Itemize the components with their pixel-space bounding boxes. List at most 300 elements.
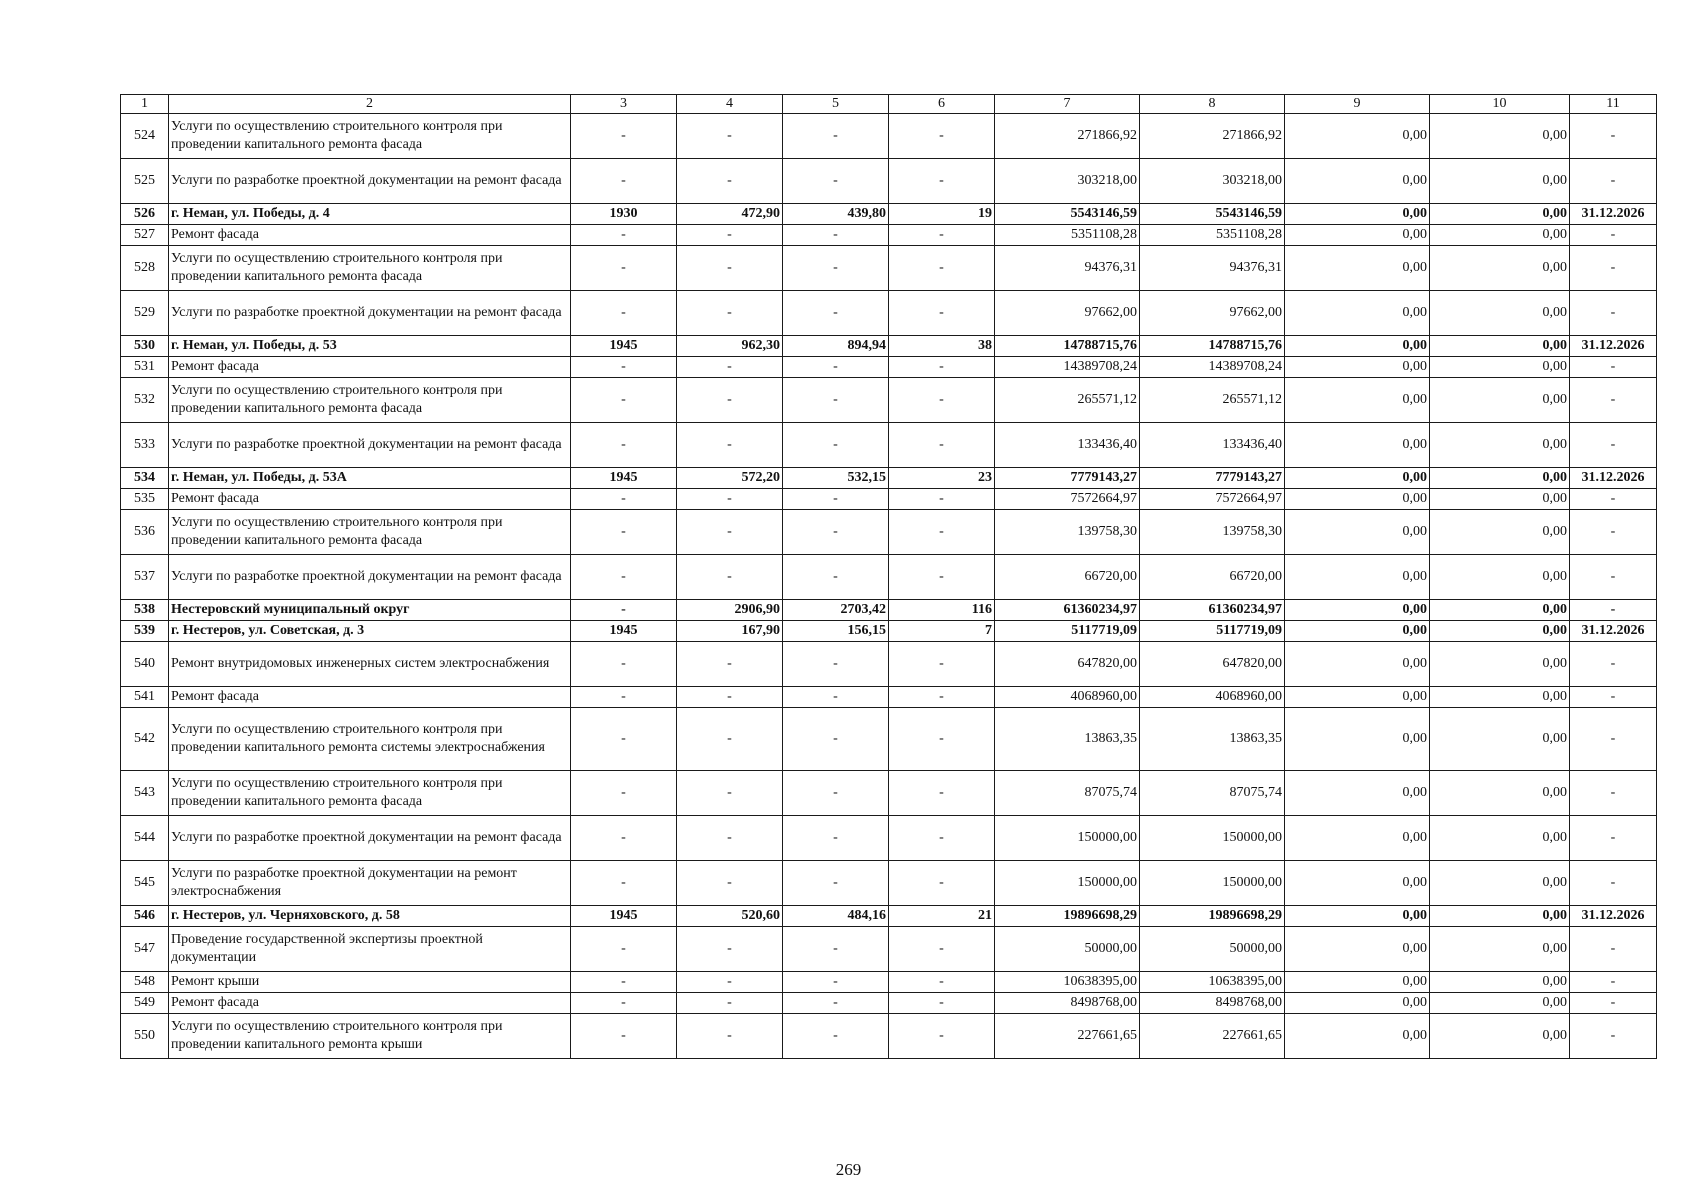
item-name-cell: г. Нестеров, ул. Черняховского, д. 58 — [169, 906, 571, 927]
total-cost-cell: 5543146,59 — [995, 204, 1140, 225]
deadline-cell: - — [1570, 159, 1657, 204]
area-cell: - — [677, 378, 783, 423]
other-cost-cell: 0,00 — [1430, 687, 1570, 708]
residents-cell: - — [889, 423, 995, 468]
table-row — [121, 816, 1657, 861]
other-cost-cell: 0,00 — [1430, 642, 1570, 687]
area-cell: - — [677, 510, 783, 555]
total-cost-cell: 50000,00 — [995, 927, 1140, 972]
row-number-cell: 543 — [121, 771, 169, 816]
total-cost-cell: 66720,00 — [995, 555, 1140, 600]
other-cost-cell: 0,00 — [1430, 621, 1570, 642]
deadline-cell: 31.12.2026 — [1570, 204, 1657, 225]
year-cell: - — [571, 972, 677, 993]
item-name-cell: Услуги по осуществлению строительного контроля при проведении капитального ремонта фасада — [169, 246, 571, 291]
table-row — [121, 600, 1657, 621]
item-name-cell: Услуги по разработке проектной документации на ремонт фасада — [169, 555, 571, 600]
budget-cost-cell: 0,00 — [1285, 489, 1430, 510]
year-cell: 1945 — [571, 336, 677, 357]
item-name-cell: Ремонт фасада — [169, 687, 571, 708]
item-name-cell: Услуги по разработке проектной документации на ремонт фасада — [169, 816, 571, 861]
total-cost-cell: 97662,00 — [995, 291, 1140, 336]
budget-cost-cell: 0,00 — [1285, 159, 1430, 204]
row-number-cell: 549 — [121, 993, 169, 1014]
residents-cell: - — [889, 378, 995, 423]
budget-cost-cell: 0,00 — [1285, 993, 1430, 1014]
area-cell: 472,90 — [677, 204, 783, 225]
budget-cost-cell: 0,00 — [1285, 816, 1430, 861]
deadline-cell: 31.12.2026 — [1570, 621, 1657, 642]
capital-repair-table — [120, 94, 1657, 1059]
row-number-cell: 547 — [121, 927, 169, 972]
row-number-cell: 530 — [121, 336, 169, 357]
other-cost-cell: 0,00 — [1430, 489, 1570, 510]
area-cell: 520,60 — [677, 906, 783, 927]
col-header: 10 — [1430, 95, 1570, 114]
deadline-cell: - — [1570, 600, 1657, 621]
total-cost-cell: 8498768,00 — [995, 993, 1140, 1014]
year-cell: - — [571, 642, 677, 687]
fund-cost-cell: 14788715,76 — [1140, 336, 1285, 357]
residents-cell: - — [889, 1014, 995, 1059]
item-name-cell: Услуги по разработке проектной документации на ремонт фасада — [169, 291, 571, 336]
item-name-cell: Ремонт внутридомовых инженерных систем электроснабжения — [169, 642, 571, 687]
budget-cost-cell: 0,00 — [1285, 225, 1430, 246]
total-cost-cell: 14389708,24 — [995, 357, 1140, 378]
area-cell: - — [677, 159, 783, 204]
year-cell: - — [571, 291, 677, 336]
deadline-cell: - — [1570, 1014, 1657, 1059]
other-cost-cell: 0,00 — [1430, 771, 1570, 816]
table-row — [121, 510, 1657, 555]
item-name-cell: Услуги по осуществлению строительного контроля при проведении капитального ремонта системы электроснабжения — [169, 708, 571, 771]
deadline-cell: - — [1570, 378, 1657, 423]
year-cell: 1945 — [571, 468, 677, 489]
year-cell: 1945 — [571, 906, 677, 927]
fund-cost-cell: 97662,00 — [1140, 291, 1285, 336]
area-cell: - — [677, 771, 783, 816]
fund-cost-cell: 150000,00 — [1140, 816, 1285, 861]
row-number-cell: 528 — [121, 246, 169, 291]
living-area-cell: - — [783, 771, 889, 816]
residents-cell: - — [889, 246, 995, 291]
budget-cost-cell: 0,00 — [1285, 927, 1430, 972]
area-cell: - — [677, 114, 783, 159]
budget-cost-cell: 0,00 — [1285, 291, 1430, 336]
year-cell: - — [571, 510, 677, 555]
row-number-cell: 538 — [121, 600, 169, 621]
item-name-cell: г. Нестеров, ул. Советская, д. 3 — [169, 621, 571, 642]
residents-cell: - — [889, 489, 995, 510]
other-cost-cell: 0,00 — [1430, 204, 1570, 225]
year-cell: - — [571, 861, 677, 906]
table-body — [121, 114, 1657, 1059]
year-cell: 1930 — [571, 204, 677, 225]
fund-cost-cell: 61360234,97 — [1140, 600, 1285, 621]
living-area-cell: - — [783, 159, 889, 204]
year-cell: - — [571, 600, 677, 621]
residents-cell: 21 — [889, 906, 995, 927]
deadline-cell: - — [1570, 927, 1657, 972]
total-cost-cell: 61360234,97 — [995, 600, 1140, 621]
table-row — [121, 708, 1657, 771]
fund-cost-cell: 94376,31 — [1140, 246, 1285, 291]
col-header: 8 — [1140, 95, 1285, 114]
item-name-cell: Ремонт фасада — [169, 993, 571, 1014]
deadline-cell: - — [1570, 993, 1657, 1014]
col-header: 7 — [995, 95, 1140, 114]
budget-cost-cell: 0,00 — [1285, 246, 1430, 291]
year-cell: - — [571, 687, 677, 708]
budget-cost-cell: 0,00 — [1285, 378, 1430, 423]
year-cell: - — [571, 114, 677, 159]
item-name-cell: Услуги по разработке проектной документации на ремонт фасада — [169, 423, 571, 468]
column-number-row — [121, 95, 1657, 114]
budget-cost-cell: 0,00 — [1285, 468, 1430, 489]
row-number-cell: 537 — [121, 555, 169, 600]
total-cost-cell: 19896698,29 — [995, 906, 1140, 927]
row-number-cell: 535 — [121, 489, 169, 510]
row-number-cell: 545 — [121, 861, 169, 906]
total-cost-cell: 13863,35 — [995, 708, 1140, 771]
residents-cell: - — [889, 708, 995, 771]
item-name-cell: Проведение государственной экспертизы проектной документации — [169, 927, 571, 972]
fund-cost-cell: 139758,30 — [1140, 510, 1285, 555]
fund-cost-cell: 150000,00 — [1140, 861, 1285, 906]
fund-cost-cell: 7572664,97 — [1140, 489, 1285, 510]
table-row — [121, 246, 1657, 291]
living-area-cell: - — [783, 1014, 889, 1059]
total-cost-cell: 94376,31 — [995, 246, 1140, 291]
area-cell: - — [677, 708, 783, 771]
item-name-cell: Услуги по осуществлению строительного контроля при проведении капитального ремонта фасада — [169, 771, 571, 816]
fund-cost-cell: 227661,65 — [1140, 1014, 1285, 1059]
residents-cell: - — [889, 816, 995, 861]
year-cell: - — [571, 708, 677, 771]
total-cost-cell: 7572664,97 — [995, 489, 1140, 510]
total-cost-cell: 4068960,00 — [995, 687, 1140, 708]
deadline-cell: - — [1570, 816, 1657, 861]
budget-cost-cell: 0,00 — [1285, 357, 1430, 378]
other-cost-cell: 0,00 — [1430, 555, 1570, 600]
row-number-cell: 527 — [121, 225, 169, 246]
deadline-cell: - — [1570, 246, 1657, 291]
budget-cost-cell: 0,00 — [1285, 336, 1430, 357]
table-header — [121, 95, 1657, 114]
residents-cell: 19 — [889, 204, 995, 225]
table-row — [121, 225, 1657, 246]
deadline-cell: - — [1570, 642, 1657, 687]
table-row — [121, 468, 1657, 489]
deadline-cell: - — [1570, 489, 1657, 510]
other-cost-cell: 0,00 — [1430, 927, 1570, 972]
other-cost-cell: 0,00 — [1430, 423, 1570, 468]
item-name-cell: Нестеровский муниципальный округ — [169, 600, 571, 621]
table-row — [121, 621, 1657, 642]
row-number-cell: 546 — [121, 906, 169, 927]
col-header: 4 — [677, 95, 783, 114]
living-area-cell: 484,16 — [783, 906, 889, 927]
living-area-cell: 894,94 — [783, 336, 889, 357]
residents-cell: - — [889, 159, 995, 204]
fund-cost-cell: 87075,74 — [1140, 771, 1285, 816]
deadline-cell: 31.12.2026 — [1570, 906, 1657, 927]
item-name-cell: Услуги по осуществлению строительного контроля при проведении капитального ремонта крыши — [169, 1014, 571, 1059]
fund-cost-cell: 10638395,00 — [1140, 972, 1285, 993]
budget-cost-cell: 0,00 — [1285, 114, 1430, 159]
budget-cost-cell: 0,00 — [1285, 972, 1430, 993]
year-cell: - — [571, 927, 677, 972]
row-number-cell: 541 — [121, 687, 169, 708]
table-row — [121, 336, 1657, 357]
total-cost-cell: 150000,00 — [995, 816, 1140, 861]
year-cell: - — [571, 357, 677, 378]
deadline-cell: - — [1570, 771, 1657, 816]
table-row — [121, 159, 1657, 204]
year-cell: 1945 — [571, 621, 677, 642]
fund-cost-cell: 66720,00 — [1140, 555, 1285, 600]
budget-cost-cell: 0,00 — [1285, 687, 1430, 708]
row-number-cell: 532 — [121, 378, 169, 423]
total-cost-cell: 133436,40 — [995, 423, 1140, 468]
living-area-cell: - — [783, 291, 889, 336]
row-number-cell: 550 — [121, 1014, 169, 1059]
area-cell: - — [677, 642, 783, 687]
col-header: 5 — [783, 95, 889, 114]
residents-cell: - — [889, 993, 995, 1014]
deadline-cell: - — [1570, 423, 1657, 468]
page-number: 269 — [835, 1160, 862, 1179]
table-row — [121, 906, 1657, 927]
table-row — [121, 423, 1657, 468]
living-area-cell: - — [783, 687, 889, 708]
row-number-cell: 540 — [121, 642, 169, 687]
row-number-cell: 548 — [121, 972, 169, 993]
other-cost-cell: 0,00 — [1430, 291, 1570, 336]
total-cost-cell: 265571,12 — [995, 378, 1140, 423]
col-header: 2 — [169, 95, 571, 114]
living-area-cell: - — [783, 378, 889, 423]
table-row — [121, 291, 1657, 336]
item-name-cell: Услуги по осуществлению строительного контроля при проведении капитального ремонта фасада — [169, 378, 571, 423]
other-cost-cell: 0,00 — [1430, 906, 1570, 927]
fund-cost-cell: 50000,00 — [1140, 927, 1285, 972]
budget-cost-cell: 0,00 — [1285, 771, 1430, 816]
total-cost-cell: 647820,00 — [995, 642, 1140, 687]
fund-cost-cell: 14389708,24 — [1140, 357, 1285, 378]
area-cell: - — [677, 861, 783, 906]
residents-cell: - — [889, 225, 995, 246]
deadline-cell: - — [1570, 687, 1657, 708]
row-number-cell: 526 — [121, 204, 169, 225]
fund-cost-cell: 647820,00 — [1140, 642, 1285, 687]
living-area-cell: - — [783, 642, 889, 687]
living-area-cell: 439,80 — [783, 204, 889, 225]
living-area-cell: - — [783, 708, 889, 771]
year-cell: - — [571, 423, 677, 468]
table-row — [121, 204, 1657, 225]
row-number-cell: 536 — [121, 510, 169, 555]
fund-cost-cell: 265571,12 — [1140, 378, 1285, 423]
item-name-cell: Услуги по осуществлению строительного контроля при проведении капитального ремонта фасада — [169, 114, 571, 159]
living-area-cell: - — [783, 861, 889, 906]
year-cell: - — [571, 489, 677, 510]
row-number-cell: 524 — [121, 114, 169, 159]
total-cost-cell: 150000,00 — [995, 861, 1140, 906]
deadline-cell: 31.12.2026 — [1570, 468, 1657, 489]
area-cell: - — [677, 927, 783, 972]
residents-cell: - — [889, 687, 995, 708]
table-row — [121, 972, 1657, 993]
row-number-cell: 534 — [121, 468, 169, 489]
row-number-cell: 531 — [121, 357, 169, 378]
living-area-cell: - — [783, 816, 889, 861]
item-name-cell: Услуги по разработке проектной документации на ремонт фасада — [169, 159, 571, 204]
other-cost-cell: 0,00 — [1430, 246, 1570, 291]
living-area-cell: - — [783, 114, 889, 159]
other-cost-cell: 0,00 — [1430, 708, 1570, 771]
col-header: 1 — [121, 95, 169, 114]
residents-cell: - — [889, 861, 995, 906]
residents-cell: 38 — [889, 336, 995, 357]
living-area-cell: - — [783, 555, 889, 600]
total-cost-cell: 5117719,09 — [995, 621, 1140, 642]
residents-cell: - — [889, 555, 995, 600]
other-cost-cell: 0,00 — [1430, 993, 1570, 1014]
area-cell: - — [677, 357, 783, 378]
year-cell: - — [571, 555, 677, 600]
year-cell: - — [571, 246, 677, 291]
residents-cell: - — [889, 972, 995, 993]
total-cost-cell: 5351108,28 — [995, 225, 1140, 246]
living-area-cell: - — [783, 357, 889, 378]
total-cost-cell: 227661,65 — [995, 1014, 1140, 1059]
deadline-cell: - — [1570, 861, 1657, 906]
year-cell: - — [571, 1014, 677, 1059]
budget-cost-cell: 0,00 — [1285, 642, 1430, 687]
row-number-cell: 542 — [121, 708, 169, 771]
residents-cell: - — [889, 357, 995, 378]
area-cell: - — [677, 1014, 783, 1059]
other-cost-cell: 0,00 — [1430, 225, 1570, 246]
area-cell: - — [677, 972, 783, 993]
table-row — [121, 861, 1657, 906]
table-row — [121, 114, 1657, 159]
fund-cost-cell: 7779143,27 — [1140, 468, 1285, 489]
area-cell: - — [677, 993, 783, 1014]
year-cell: - — [571, 993, 677, 1014]
item-name-cell: г. Неман, ул. Победы, д. 53 — [169, 336, 571, 357]
other-cost-cell: 0,00 — [1430, 336, 1570, 357]
table-row — [121, 993, 1657, 1014]
table-row — [121, 771, 1657, 816]
other-cost-cell: 0,00 — [1430, 972, 1570, 993]
living-area-cell: 532,15 — [783, 468, 889, 489]
residents-cell: 7 — [889, 621, 995, 642]
col-header: 9 — [1285, 95, 1430, 114]
area-cell: 572,20 — [677, 468, 783, 489]
budget-cost-cell: 0,00 — [1285, 708, 1430, 771]
budget-cost-cell: 0,00 — [1285, 510, 1430, 555]
col-header: 11 — [1570, 95, 1657, 114]
item-name-cell: г. Неман, ул. Победы, д. 4 — [169, 204, 571, 225]
item-name-cell: Услуги по осуществлению строительного контроля при проведении капитального ремонта фасада — [169, 510, 571, 555]
living-area-cell: - — [783, 927, 889, 972]
deadline-cell: - — [1570, 555, 1657, 600]
living-area-cell: 156,15 — [783, 621, 889, 642]
deadline-cell: - — [1570, 357, 1657, 378]
residents-cell: 116 — [889, 600, 995, 621]
area-cell: - — [677, 687, 783, 708]
residents-cell: 23 — [889, 468, 995, 489]
table-row — [121, 357, 1657, 378]
area-cell: - — [677, 225, 783, 246]
budget-cost-cell: 0,00 — [1285, 1014, 1430, 1059]
other-cost-cell: 0,00 — [1430, 816, 1570, 861]
other-cost-cell: 0,00 — [1430, 114, 1570, 159]
fund-cost-cell: 19896698,29 — [1140, 906, 1285, 927]
area-cell: - — [677, 291, 783, 336]
item-name-cell: Ремонт фасада — [169, 489, 571, 510]
residents-cell: - — [889, 114, 995, 159]
item-name-cell: Ремонт фасада — [169, 225, 571, 246]
other-cost-cell: 0,00 — [1430, 159, 1570, 204]
row-number-cell: 544 — [121, 816, 169, 861]
area-cell: 2906,90 — [677, 600, 783, 621]
total-cost-cell: 303218,00 — [995, 159, 1140, 204]
item-name-cell: Услуги по разработке проектной документации на ремонт электроснабжения — [169, 861, 571, 906]
other-cost-cell: 0,00 — [1430, 378, 1570, 423]
budget-cost-cell: 0,00 — [1285, 204, 1430, 225]
row-number-cell: 529 — [121, 291, 169, 336]
item-name-cell: Ремонт фасада — [169, 357, 571, 378]
item-name-cell: г. Неман, ул. Победы, д. 53А — [169, 468, 571, 489]
other-cost-cell: 0,00 — [1430, 468, 1570, 489]
year-cell: - — [571, 378, 677, 423]
fund-cost-cell: 13863,35 — [1140, 708, 1285, 771]
deadline-cell: - — [1570, 510, 1657, 555]
other-cost-cell: 0,00 — [1430, 510, 1570, 555]
total-cost-cell: 7779143,27 — [995, 468, 1140, 489]
living-area-cell: - — [783, 489, 889, 510]
living-area-cell: - — [783, 510, 889, 555]
table-row — [121, 489, 1657, 510]
deadline-cell: - — [1570, 225, 1657, 246]
residents-cell: - — [889, 291, 995, 336]
total-cost-cell: 14788715,76 — [995, 336, 1140, 357]
budget-cost-cell: 0,00 — [1285, 555, 1430, 600]
area-cell: - — [677, 246, 783, 291]
residents-cell: - — [889, 927, 995, 972]
residents-cell: - — [889, 510, 995, 555]
residents-cell: - — [889, 642, 995, 687]
fund-cost-cell: 133436,40 — [1140, 423, 1285, 468]
deadline-cell: - — [1570, 291, 1657, 336]
fund-cost-cell: 271866,92 — [1140, 114, 1285, 159]
area-cell: - — [677, 489, 783, 510]
living-area-cell: 2703,42 — [783, 600, 889, 621]
table-row — [121, 927, 1657, 972]
table-row — [121, 378, 1657, 423]
budget-cost-cell: 0,00 — [1285, 906, 1430, 927]
year-cell: - — [571, 225, 677, 246]
col-header: 6 — [889, 95, 995, 114]
budget-cost-cell: 0,00 — [1285, 621, 1430, 642]
other-cost-cell: 0,00 — [1430, 861, 1570, 906]
fund-cost-cell: 8498768,00 — [1140, 993, 1285, 1014]
area-cell: - — [677, 816, 783, 861]
deadline-cell: - — [1570, 708, 1657, 771]
